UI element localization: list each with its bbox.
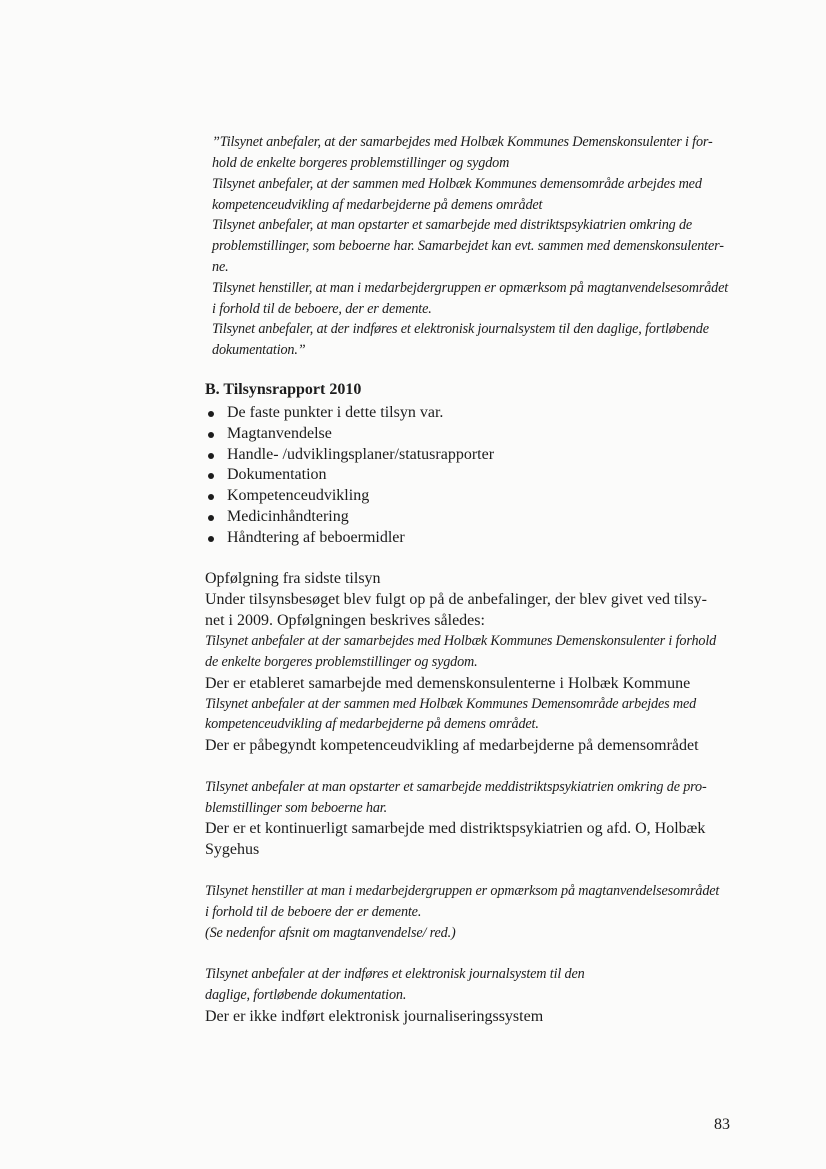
quote-line: ne. [212, 259, 229, 275]
followup-title: Opfølgning fra sidste tilsyn [205, 570, 381, 587]
section-heading: B. Tilsynsrapport 2010 [205, 381, 362, 398]
page-number: 83 [714, 1116, 730, 1133]
quote-line: i forhold til de beboere, der er demente. [212, 301, 432, 317]
list-item: Medicinhåndtering [205, 509, 494, 530]
list-item: Handle- /udviklingsplaner/statusrapporter [205, 447, 494, 468]
list-item: Håndtering af beboermidler [205, 530, 494, 551]
recommendation-quote: Tilsynet anbefaler at der indføres et elektronisk journalsystem til den [205, 966, 585, 982]
quote-line: hold de enkelte borgeres problemstillinger og sygdom [212, 155, 510, 171]
recommendation-quote: Tilsynet anbefaler at der samarbejdes med Holbæk Kommunes Demenskonsulenter i forhold [205, 633, 717, 649]
followup-answer: Der er ikke indført elektronisk journaliseringssystem [205, 1008, 544, 1025]
recommendation-quote: daglige, fortløbende dokumentation. [205, 987, 407, 1003]
quote-line: kompetenceudvikling af medarbejderne på demens området [212, 197, 543, 213]
quote-line: Tilsynet henstiller, at man i medarbejdergruppen er opmærksom på magtanvendelsesområdet [212, 280, 729, 296]
followup-answer: Sygehus [205, 841, 260, 858]
recommendation-quote: Tilsynet anbefaler at man opstarter et samarbejde meddistriktspsykiatrien omkring de pro- [205, 779, 707, 795]
recommendation-quote: kompetenceudvikling af medarbejderne på demens området. [205, 716, 539, 732]
list-item: Dokumentation [205, 467, 494, 488]
quote-line: ”Tilsynet anbefaler, at der samarbejdes med Holbæk Kommunes Demenskonsulenter i for- [212, 134, 713, 150]
followup-answer: Der er et kontinuerligt samarbejde med distriktspsykiatrien og afd. O, Holbæk [205, 820, 706, 837]
editor-note: (Se nedenfor afsnit om magtanvendelse/ red.) [205, 925, 456, 941]
recommendation-quote: Tilsynet anbefaler at der sammen med Holbæk Kommunes Demensområde arbejdes med [205, 696, 697, 712]
recommendation-quote: blemstillinger som beboerne har. [205, 800, 387, 816]
list-item: De faste punkter i dette tilsyn var. [205, 405, 494, 426]
followup-text: Under tilsynsbesøget blev fulgt op på de anbefalinger, der blev givet ved tilsy- [205, 591, 707, 608]
followup-answer: Der er påbegyndt kompetenceudvikling af medarbejderne på demensområdet [205, 737, 699, 754]
recommendation-quote: de enkelte borgeres problemstillinger og sygdom. [205, 654, 478, 670]
list-item: Magtanvendelse [205, 426, 494, 447]
quote-line: Tilsynet anbefaler, at der sammen med Holbæk Kommunes demensområde arbejdes med [212, 176, 702, 192]
followup-answer: Der er etableret samarbejde med demenskonsulenterne i Holbæk Kommune [205, 675, 691, 692]
recommendation-quote: Tilsynet henstiller at man i medarbejdergruppen er opmærksom på magtanvendelsesområdet [205, 883, 720, 899]
quote-line: problemstillinger, som beboerne har. Samarbejdet kan evt. sammen med demenskonsulenter- [212, 238, 724, 254]
quote-line: dokumentation.” [212, 342, 306, 358]
recommendation-quote: i forhold til de beboere der er demente. [205, 904, 422, 920]
followup-text: net i 2009. Opfølgningen beskrives således: [205, 612, 485, 629]
bullet-list [205, 405, 494, 551]
quote-line: Tilsynet anbefaler, at man opstarter et samarbejde med distriktspsykiatrien omkring de [212, 217, 693, 233]
quote-line: Tilsynet anbefaler, at der indføres et elektronisk journalsystem til den daglige, fortløbende [212, 321, 709, 337]
list-item: Kompetenceudvikling [205, 488, 494, 509]
